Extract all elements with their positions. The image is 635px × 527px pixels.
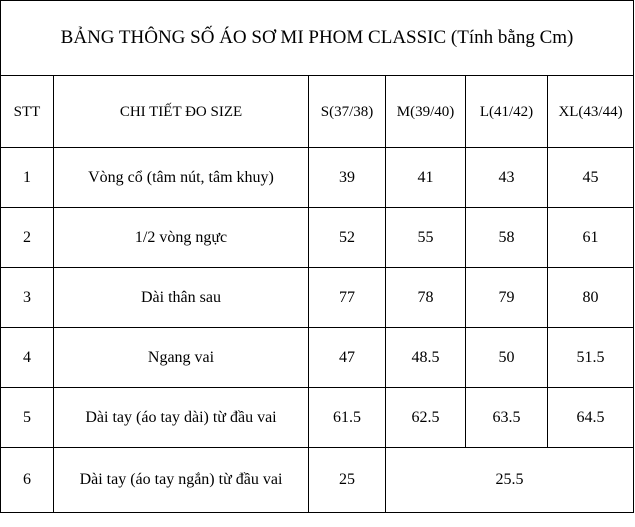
header-stt: STT [1,76,54,148]
row-label: Vòng cổ (tâm nút, tâm khuy) [54,148,309,208]
table-row [1,388,634,448]
row-value-xl: 80 [548,268,634,328]
row-value-s: 39 [309,148,386,208]
row-value-m: 78 [386,268,466,328]
table-row [1,328,634,388]
row-stt: 5 [1,388,54,448]
row-value-s: 61.5 [309,388,386,448]
row-stt: 3 [1,268,54,328]
header-size-s: S(37/38) [309,76,386,148]
row-value-l: 50 [466,328,548,388]
row-value-m-l-xl: 25.5 [386,448,634,513]
row-value-m: 55 [386,208,466,268]
row-value-xl: 51.5 [548,328,634,388]
row-value-m: 48.5 [386,328,466,388]
row-value-m: 41 [386,148,466,208]
table-row [1,448,634,513]
header-size-xl: XL(43/44) [548,76,634,148]
table-row [1,268,634,328]
title-row [1,1,634,76]
row-value-s: 77 [309,268,386,328]
row-value-m: 62.5 [386,388,466,448]
row-value-l: 63.5 [466,388,548,448]
table-row [1,148,634,208]
row-stt: 2 [1,208,54,268]
row-stt: 6 [1,448,54,513]
table-title: BẢNG THÔNG SỐ ÁO SƠ MI PHOM CLASSIC (Tính bằng Cm) [1,1,634,76]
row-label: 1/2 vòng ngực [54,208,309,268]
row-value-s: 25 [309,448,386,513]
header-size-l: L(41/42) [466,76,548,148]
table-row [1,208,634,268]
row-value-s: 52 [309,208,386,268]
row-value-xl: 45 [548,148,634,208]
row-stt: 1 [1,148,54,208]
row-value-s: 47 [309,328,386,388]
row-value-l: 43 [466,148,548,208]
header-measurement: CHI TIẾT ĐO SIZE [54,76,309,148]
header-size-m: M(39/40) [386,76,466,148]
row-value-l: 58 [466,208,548,268]
row-value-xl: 61 [548,208,634,268]
row-label: Dài tay (áo tay ngắn) từ đầu vai [54,448,309,513]
row-stt: 4 [1,328,54,388]
header-row [1,76,634,148]
row-label: Dài tay (áo tay dài) từ đầu vai [54,388,309,448]
row-label: Dài thân sau [54,268,309,328]
row-label: Ngang vai [54,328,309,388]
row-value-l: 79 [466,268,548,328]
row-value-xl: 64.5 [548,388,634,448]
